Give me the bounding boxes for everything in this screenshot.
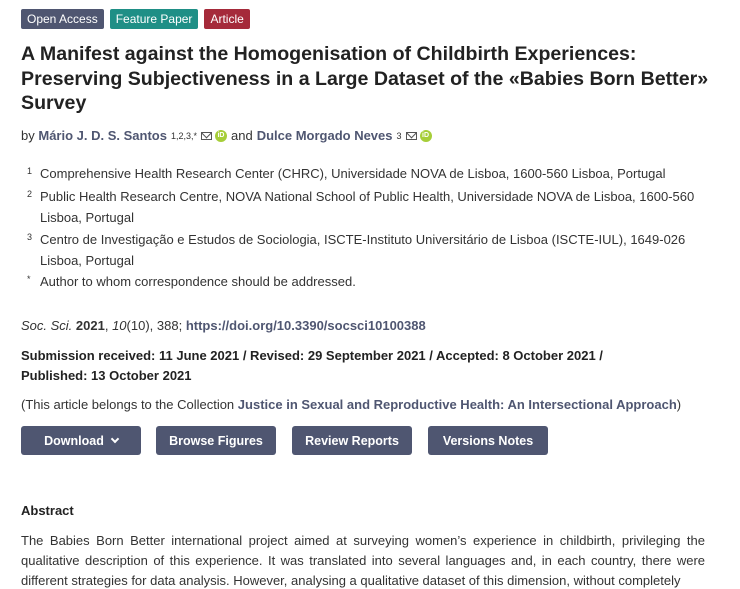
affiliation-item: [27, 163, 717, 184]
article-title: A Manifest against the Homogenisation of Childbirth Experiences: Preserving Subjectiveness in a Large Dataset of the «Babies Born Better» Survey: [21, 43, 709, 114]
author-link-santos[interactable]: Mário J. D. S. Santos: [38, 128, 167, 143]
publication-dates: Submission received: 11 June 2021 / Revised: 29 September 2021 / Accepted: 8 October 2021 / Published: 13 October 2021: [21, 348, 603, 383]
affiliation-number: 1: [27, 166, 33, 176]
author-affiliation-sup: 3: [396, 130, 402, 141]
doi-link[interactable]: https://doi.org/10.3390/socsci10100388: [185, 318, 426, 333]
citation-line: Soc. Sci. 2021, 10(10), 388; https://doi.org/10.3390/socsci10100388: [21, 318, 426, 333]
affiliation-item: [27, 229, 717, 271]
browse-figures-button[interactable]: Browse Figures: [156, 426, 276, 455]
email-icon[interactable]: [406, 132, 417, 140]
abstract-heading: Abstract: [21, 503, 74, 518]
author-link-neves[interactable]: Dulce Morgado Neves: [256, 128, 393, 143]
collection-note: [21, 397, 681, 412]
author-list: [21, 128, 432, 143]
chevron-down-icon: [111, 435, 119, 443]
email-icon[interactable]: [201, 132, 212, 140]
citation-volume: 10: [112, 318, 127, 333]
badge-group: [21, 9, 250, 29]
by-label: by: [21, 128, 35, 143]
affiliation-item: [27, 186, 717, 228]
orcid-icon[interactable]: iD: [420, 130, 432, 142]
and-label: and: [230, 128, 253, 143]
review-reports-button[interactable]: Review Reports: [292, 426, 412, 455]
citation-year: 2021: [75, 318, 105, 333]
collection-suffix: ): [676, 397, 682, 412]
download-button[interactable]: [21, 426, 141, 455]
affiliation-text: Centro de Investigação e Estudos de Sociologia, ISCTE-Instituto Universitário de Lisboa (ISCTE-IUL), 1649-026 Lisboa, Portugal: [40, 232, 686, 268]
article-type-badge: Article: [204, 9, 249, 29]
affiliation-text: Author to whom correspondence should be addressed.: [40, 274, 356, 289]
collection-prefix: (This article belongs to the Collection: [21, 397, 235, 412]
collection-link[interactable]: Justice in Sexual and Reproductive Health: An Intersectional Approach: [237, 397, 677, 412]
download-label: Download: [44, 433, 104, 448]
affiliation-number: *: [27, 274, 31, 284]
abstract-text: The Babies Born Better international project aimed at surveying women’s experience in childbirth, privileging the qualitative description of this experience. It was translated into several languages and, in each country, there were different strategies for data analysis. However, analysing a qualitative dataset of this dimension, without completely: [21, 533, 705, 588]
open-access-badge[interactable]: Open Access: [21, 9, 104, 29]
author-affiliation-sup: 1,2,3,*: [170, 130, 197, 141]
feature-paper-badge[interactable]: Feature Paper: [110, 9, 199, 29]
affiliation-item: [27, 271, 717, 292]
versions-notes-button[interactable]: Versions Notes: [428, 426, 548, 455]
journal-name: Soc. Sci.: [21, 318, 73, 333]
citation-issue-pages: (10), 388;: [126, 318, 183, 333]
affiliation-number: 2: [27, 189, 33, 199]
orcid-icon[interactable]: iD: [215, 130, 227, 142]
affiliation-number: 3: [27, 232, 33, 242]
affiliation-text: Public Health Research Centre, NOVA National School of Public Health, Universidade NOVA de Lisboa, 1600-560 Lisboa, Portugal: [40, 189, 695, 225]
affiliation-text: Comprehensive Health Research Center (CHRC), Universidade NOVA de Lisboa, 1600-560 Lisboa, Portugal: [40, 166, 666, 181]
